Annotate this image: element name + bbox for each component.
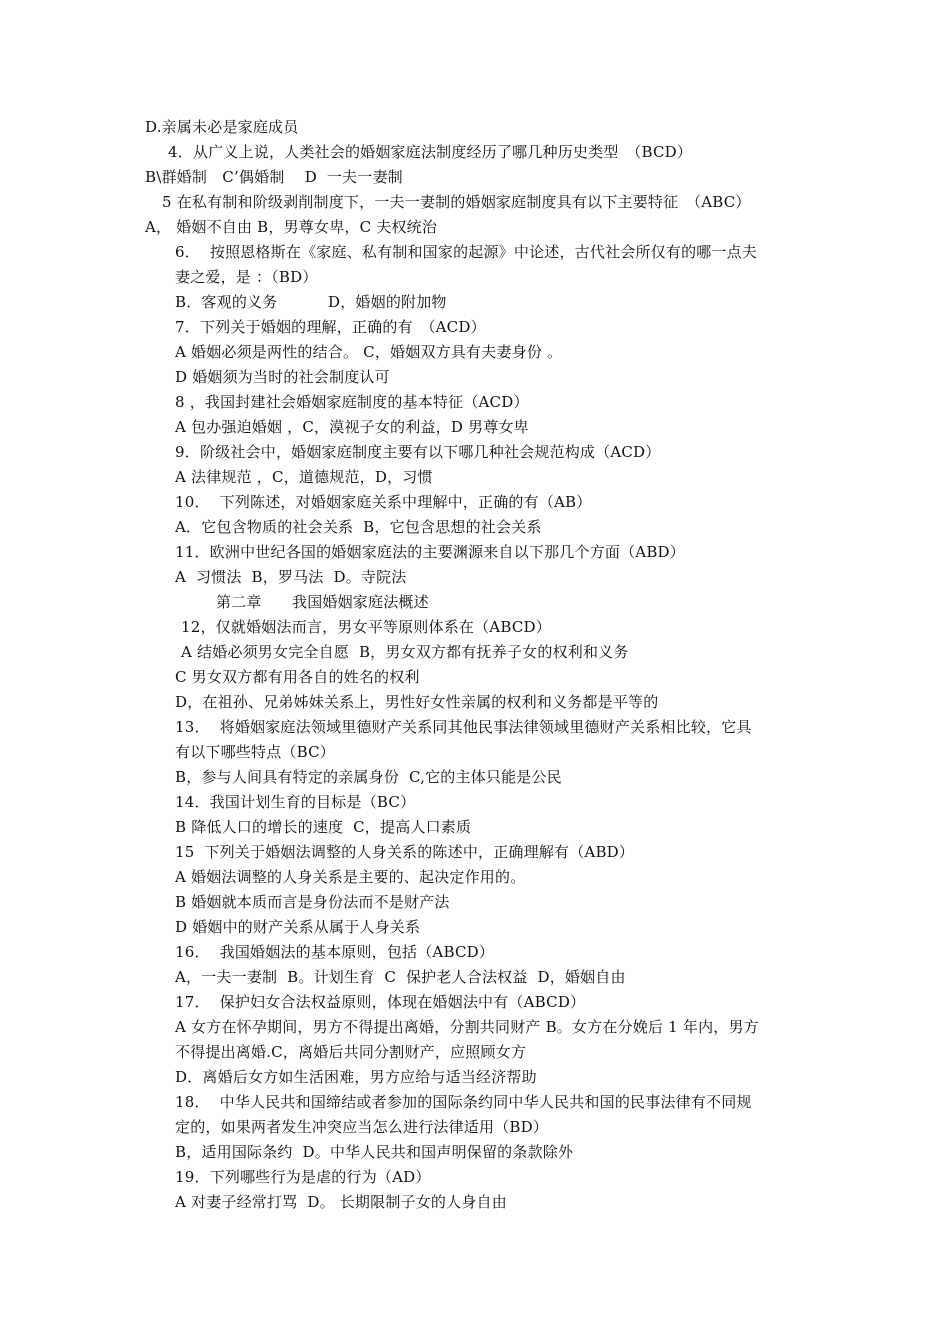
answer-line: A，一夫一妻制 B。计划生育 C 保护老人合法权益 D，婚姻自由 <box>175 968 626 986</box>
answer-line: A 对妻子经常打骂 D。 长期限制子女的人身自由 <box>175 1193 507 1211</box>
question-line: 13． 将婚姻家庭法领域里德财产关系同其他民事法律领域里德财产关系相比较，它具 <box>175 718 752 736</box>
answer-line: B，参与人间具有特定的亲属身份 C,它的主体只能是公民 <box>175 768 562 786</box>
question-line: 4．从广义上说，人类社会的婚姻家庭法制度经历了哪几种历史类型 （BCD） <box>168 143 693 161</box>
answer-line: A 婚姻法调整的人身关系是主要的、起决定作用的。 <box>175 868 526 886</box>
answer-line: A 包办强迫婚姻 ，C，漠视子女的利益，D 男尊女卑 <box>175 418 529 436</box>
question-line: 14．我国计划生育的目标是（BC） <box>175 793 416 811</box>
answer-line: B，适用国际条约 D。中华人民共和国声明保留的条款除外 <box>175 1143 574 1161</box>
question-line: 10． 下列陈述，对婚姻家庭关系中理解中，正确的有（AB） <box>175 493 592 511</box>
answer-line: B 降低人口的增长的速度 C，提高人口素质 <box>175 818 472 836</box>
question-line: 12，仅就婚姻法而言，男女平等原则体系在（ABCD） <box>181 618 551 636</box>
answer-line: A 习惯法 B，罗马法 D。寺院法 <box>175 568 407 586</box>
question-line: 16． 我国婚姻法的基本原则，包括（ABCD） <box>175 943 495 961</box>
answer-line: B 婚姻就本质而言是身份法而不是财产法 <box>175 893 450 911</box>
answer-line: B．客观的义务 D，婚姻的附加物 <box>175 293 447 311</box>
question-line: 15 下列关于婚姻法调整的人身关系的陈述中，正确理解有（ABD） <box>175 843 635 861</box>
answer-line: D 婚姻须为当时的社会制度认可 <box>175 368 390 386</box>
question-line: 9．阶级社会中，婚姻家庭制度主要有以下哪几种社会规范构成（ACD） <box>175 443 661 461</box>
question-line: 6． 按照恩格斯在《家庭、私有制和国家的起源》中论述，古代社会所仅有的哪一点夫 <box>175 243 758 261</box>
answer-line: C 男女双方都有用各自的姓名的权利 <box>175 668 420 686</box>
answer-line: A 结婚必须男女完全自愿 B，男女双方都有抚养子女的权利和义务 <box>181 643 629 661</box>
answer-line: A 女方在怀孕期间，男方不得提出离婚，分割共同财产 B。女方在分娩后 1 年内，男方 <box>175 1018 759 1036</box>
question-line: 5 在私有制和阶级剥削制度下，一夫一妻制的婚姻家庭制度具有以下主要特征 （ABC） <box>162 193 751 211</box>
question-line-cont: 定的，如果两者发生冲突应当怎么进行法律适用（BD） <box>175 1118 549 1136</box>
question-line: 11．欧洲中世纪各国的婚姻家庭法的主要渊源来自以下那几个方面（ABD） <box>175 543 685 561</box>
question-line: 8 ，我国封建社会婚姻家庭制度的基本特征（ACD） <box>175 393 529 411</box>
answer-line: D 婚姻中的财产关系从属于人身关系 <box>175 918 421 936</box>
question-line: 17． 保护妇女合法权益原则，体现在婚姻法中有（ABCD） <box>175 993 586 1011</box>
question-line-cont: 妻之爱，是 ：（BD） <box>175 268 318 286</box>
question-line: 18． 中华人民共和国缔结或者参加的国际条约同中华人民共和国的民事法律有不同规 <box>175 1093 752 1111</box>
answer-line: A， 婚姻不自由 B，男尊女卑，C 夫权统治 <box>145 218 438 236</box>
answer-line: B\群婚制 C’偶婚制 D 一夫一妻制 <box>145 168 403 186</box>
answer-line-cont: 不得提出离婚.C，离婚后共同分割财产，应照顾女方 <box>175 1043 527 1061</box>
answer-line: A．它包含物质的社会关系 B，它包含思想的社会关系 <box>175 518 542 536</box>
question-line-cont: 有以下哪些特点（BC） <box>175 743 335 761</box>
answer-line: D，在祖孙、兄弟姊妹关系上，男性好女性亲属的权利和义务都是平等的 <box>175 693 659 711</box>
text-line: D.亲属未必是家庭成员 <box>145 118 299 136</box>
answer-line: A 婚姻必须是两性的结合。 C，婚姻双方具有夫妻身份 。 <box>175 343 563 361</box>
question-line: 19．下列哪些行为是虐的行为（AD） <box>175 1168 431 1186</box>
answer-line: D．离婚后女方如生活困难，男方应给与适当经济帮助 <box>175 1068 537 1086</box>
question-line: 7．下列关于婚姻的理解，正确的有 （ACD） <box>175 318 486 336</box>
chapter-heading: 第二章 我国婚姻家庭法概述 <box>216 593 429 611</box>
answer-line: A 法律规范 ，C，道德规范，D，习惯 <box>175 468 433 486</box>
